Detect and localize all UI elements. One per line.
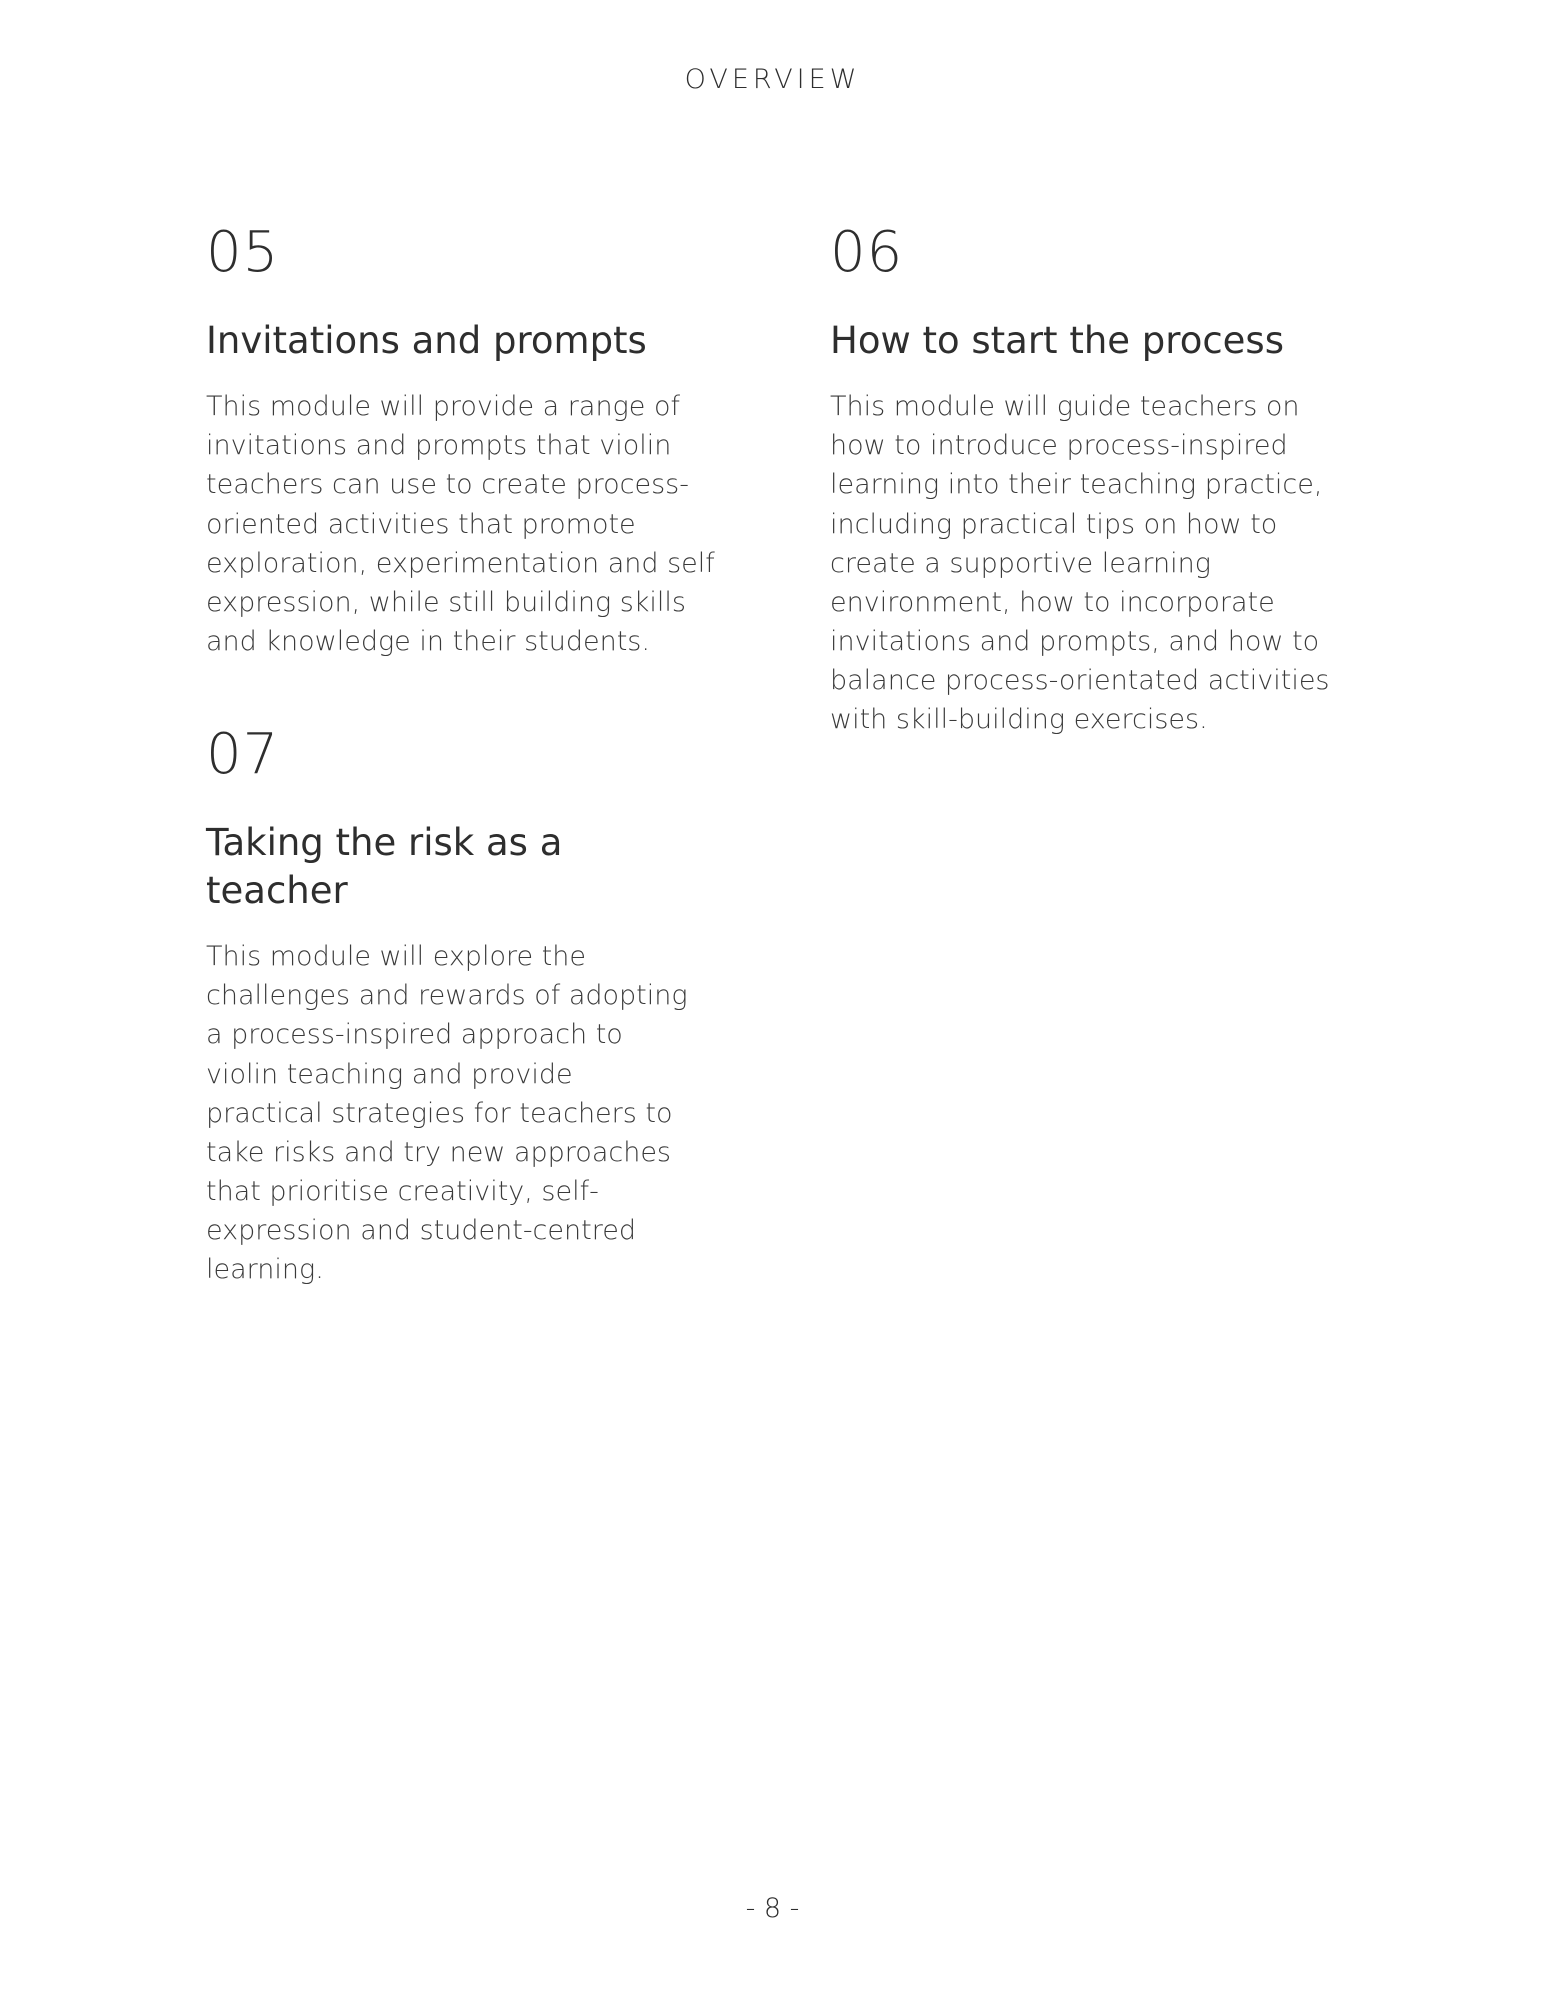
module-title: Taking the risk as a teacher xyxy=(206,821,563,913)
page-header-title: OVERVIEW xyxy=(684,64,861,95)
module-title: Invitations and prompts xyxy=(206,319,647,362)
module-07 xyxy=(206,722,726,1289)
module-title: How to start the process xyxy=(830,319,1284,362)
page-number: - 8 - xyxy=(745,1893,800,1924)
module-number: 06 xyxy=(830,220,904,285)
module-06 xyxy=(830,220,1350,739)
module-description: This module will guide teachers on how to introduce process-inspired learning into their teaching practice, including practical tips on how to create a supportive learning environment, how to incorporate invitations and prompts, and how to balance process-orientated activities with skill-building exercises. xyxy=(830,391,1330,736)
module-05 xyxy=(206,220,726,661)
module-number: 05 xyxy=(206,220,280,285)
module-description: This module will provide a range of invitations and prompts that violin teachers can use to create process-oriented activities that promote exploration, experimentation and self expression, while still building skills and knowledge in their students. xyxy=(206,391,715,657)
module-number: 07 xyxy=(206,722,280,787)
module-description: This module will explore the challenges and rewards of adopting a process-inspired approach to violin teaching and provide practical strategies for teachers to take risks and try new approaches that prioritise creativity, self-expression and student-centred learning. xyxy=(206,941,688,1286)
